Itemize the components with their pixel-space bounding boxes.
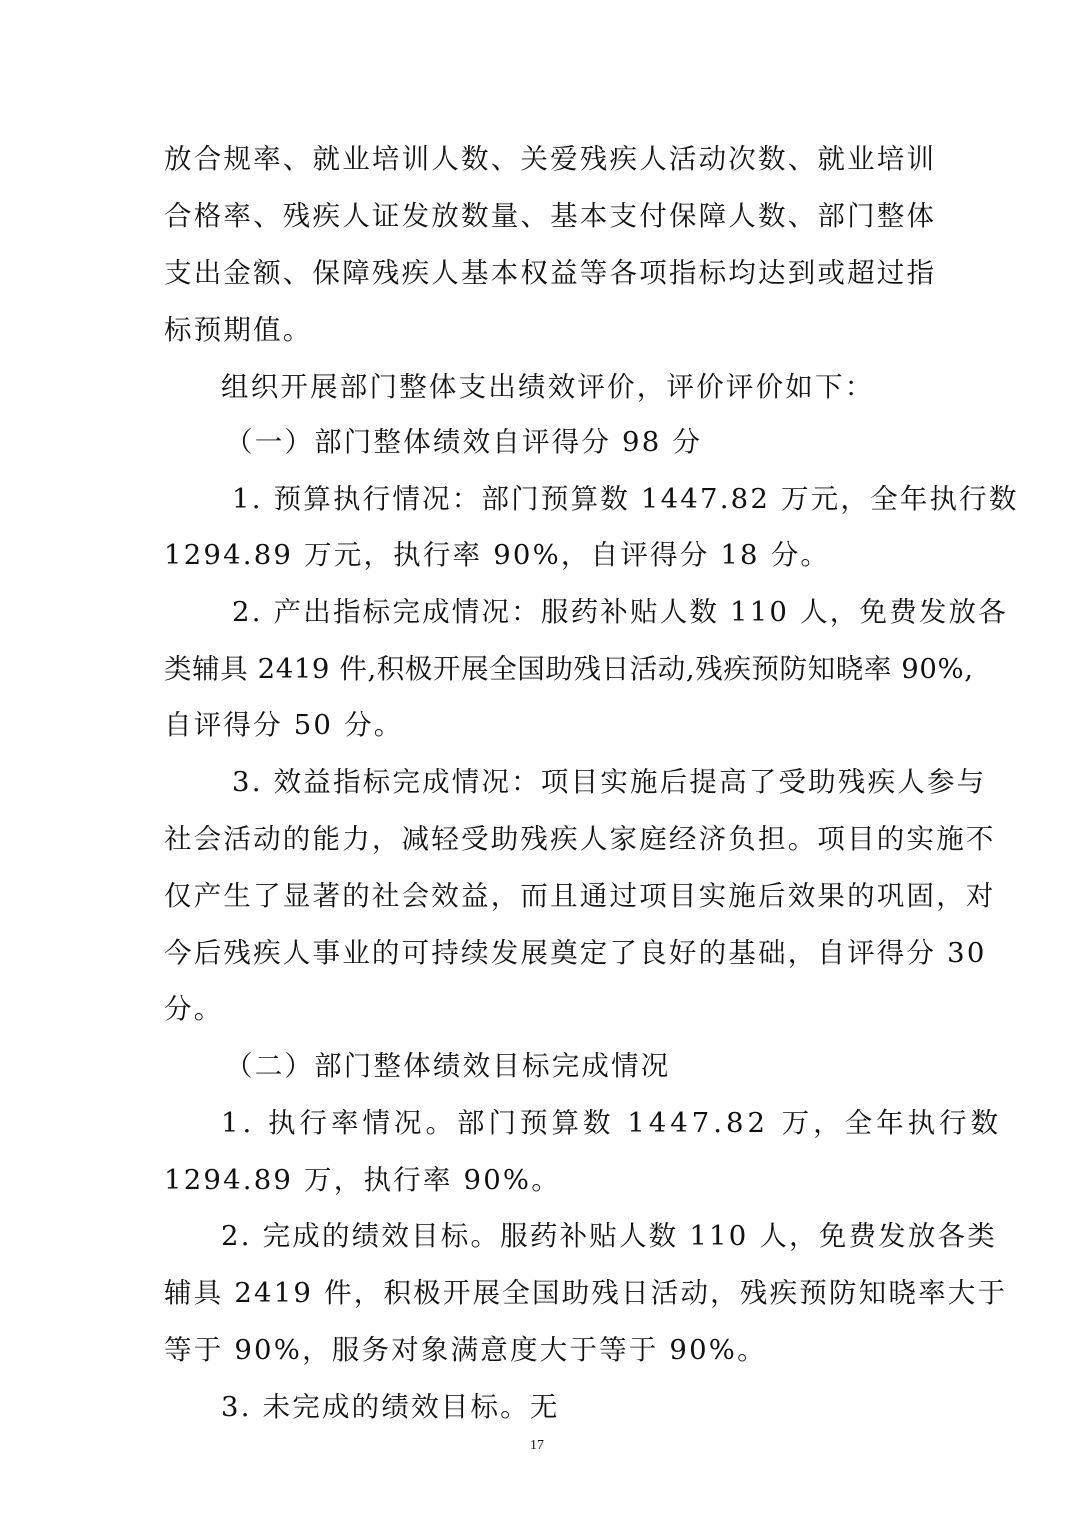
text-line: 1294.89 万元，执行率 90%，自评得分 18 分。 bbox=[164, 539, 831, 571]
text-line: 放合规率、就业培训人数、关爱残疾人活动次数、就业培训 bbox=[164, 143, 937, 175]
text-line: 等于 90%，服务对象满意度大于等于 90%。 bbox=[164, 1334, 767, 1366]
text-line: 合格率、残疾人证发放数量、基本支付保障人数、部门整体 bbox=[164, 200, 937, 232]
text-line: 今后残疾人事业的可持续发展奠定了良好的基础，自评得分 30 bbox=[164, 937, 987, 969]
text-line: 1294.89 万，执行率 90%。 bbox=[164, 1164, 561, 1196]
text-line: 3. 效益指标完成情况：项目实施后提高了受助残疾人参与 bbox=[232, 766, 987, 798]
text-line: 自评得分 50 分。 bbox=[164, 709, 404, 741]
text-line: 组织开展部门整体支出绩效评价，评价评价如下： bbox=[221, 371, 875, 403]
text-line: 仅产生了显著的社会效益，而且通过项目实施后效果的巩固，对 bbox=[164, 880, 996, 912]
section-heading: （二）部门整体绩效目标完成情况 bbox=[225, 1050, 671, 1082]
text-line: 1. 预算执行情况：部门预算数 1447.82 万元，全年执行数 bbox=[232, 483, 1019, 515]
page-number: 17 bbox=[530, 1438, 544, 1453]
text-line: 类辅具 2419 件,积极开展全国助残日活动,残疾预防知晓率 90%, bbox=[164, 653, 974, 685]
text-line: 2. 完成的绩效目标。服药补贴人数 110 人，免费发放各类 bbox=[221, 1220, 997, 1252]
text-line: 1. 执行率情况。部门预算数 1447.82 万，全年执行数 bbox=[221, 1107, 1003, 1139]
text-line: 社会活动的能力，减轻受助残疾人家庭经济负担。项目的实施不 bbox=[164, 823, 996, 855]
text-line: 标预期值。 bbox=[164, 314, 313, 346]
text-line: 2. 产出指标完成情况：服药补贴人数 110 人，免费发放各 bbox=[232, 596, 1008, 628]
text-line: 3. 未完成的绩效目标。无 bbox=[221, 1391, 560, 1423]
text-line: 支出金额、保障残疾人基本权益等各项指标均达到或超过指 bbox=[164, 257, 937, 289]
text-line: 分。 bbox=[164, 993, 224, 1025]
section-heading: （一）部门整体绩效自评得分 98 分 bbox=[225, 426, 703, 458]
text-line: 辅具 2419 件，积极开展全国助残日活动，残疾预防知晓率大于 bbox=[164, 1277, 1008, 1309]
